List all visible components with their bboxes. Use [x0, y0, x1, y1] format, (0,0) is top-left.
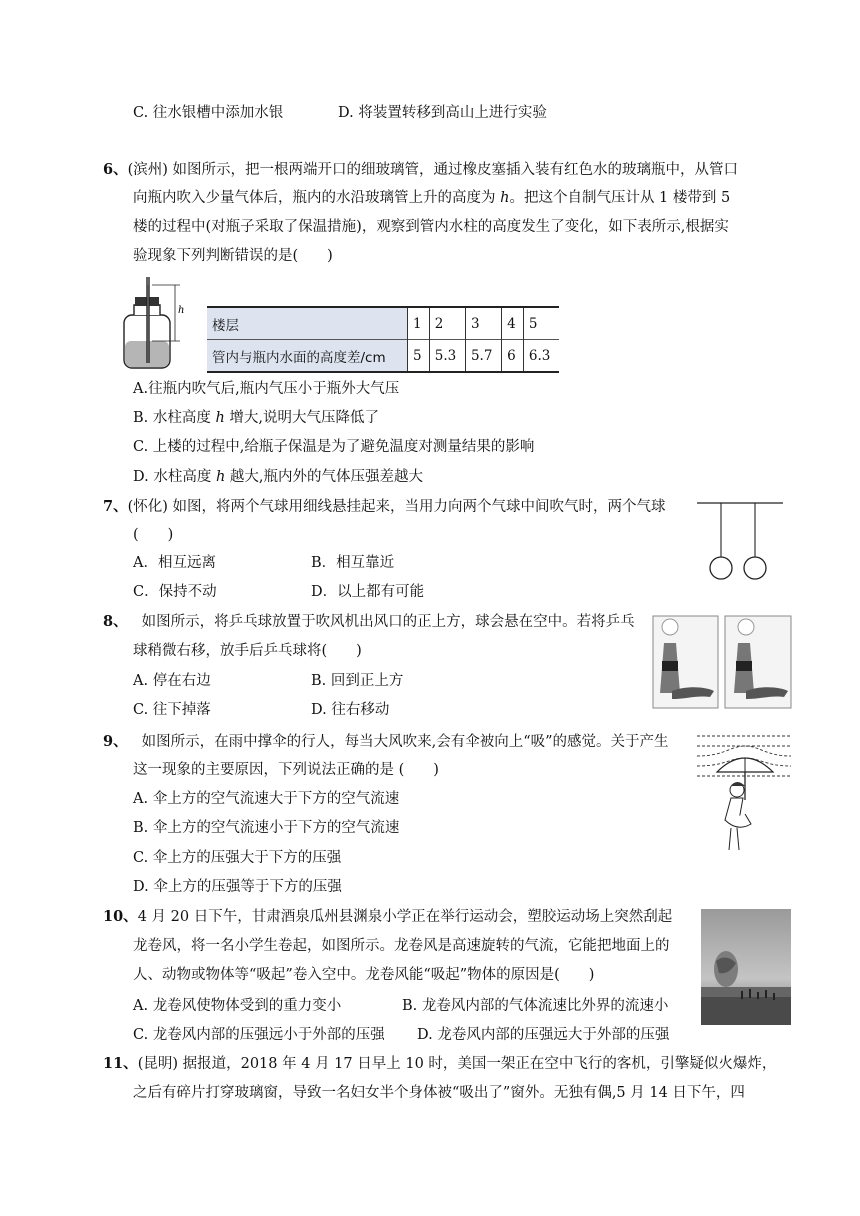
question-6-stem: [103, 160, 738, 180]
q6-option-c: C. 上楼的过程中,给瓶子保温是为了避免温度对测量结果的影响: [133, 439, 535, 455]
question-number: 11、: [103, 1055, 138, 1072]
table-cell: 6: [502, 340, 524, 373]
question-6-line3: 楼的过程中(对瓶子采取了保温措施)，观察到管内水柱的高度发生了变化，如下表所示,根据实: [133, 219, 729, 235]
table-cell: 5.7: [465, 340, 501, 373]
question-text: (滨州) 如图所示，把一根两端开口的细玻璃管，通过橡皮塞插入装有红色水的玻璃瓶中，从管口: [127, 162, 739, 178]
q7-option-b: B．相互靠近: [311, 555, 395, 571]
umbrella-walker-figure: [695, 728, 795, 858]
q9-option-b: B. 伞上方的空气流速小于下方的空气流速: [133, 820, 400, 836]
question-number: 8、: [103, 613, 128, 630]
hanging-balloons-figure: [695, 498, 785, 583]
q6-option-d: D. 水柱高度 h 越大,瓶内外的气体压强差越大: [133, 469, 423, 485]
q10-option-a: A. 龙卷风使物体受到的重力变小: [133, 998, 342, 1014]
q7-option-a: A．相互远离: [133, 555, 216, 571]
question-8-line2: 球稍微右移，放手后乒乓球将( ): [133, 643, 362, 659]
q10-option-d: D. 龙卷风内部的压强远大于外部的压强: [417, 1027, 670, 1043]
q9-option-a: A. 伞上方的空气流速大于下方的空气流速: [133, 791, 400, 807]
table-cell: 5: [408, 340, 430, 373]
question-8-stem: 8、 如图所示，将乒乓球放置于吹风机出风口的正上方，球会悬在空中。若将乒乓: [103, 613, 635, 630]
table-cell: 3: [465, 307, 501, 340]
tornado-photo: [701, 909, 791, 1025]
table-cell: 4: [502, 307, 524, 340]
height-label: h: [178, 305, 185, 316]
q7-option-c: C．保持不动: [133, 584, 217, 600]
q8-option-d: D. 往右移动: [311, 702, 390, 718]
q5-option-d: D. 将装置转移到高山上进行实验: [338, 105, 547, 121]
table-cell: 5.3: [429, 340, 465, 373]
question-10-line3: 人、动物或物体等“吸起”卷入空中。龙卷风能“吸起”物体的原因是( ): [133, 967, 595, 983]
question-10-stem: 10、4 月 20 日下午，甘肃酒泉瓜州县渊泉小学正在举行运动会，塑胶运动场上突然刮起: [103, 908, 673, 925]
q9-option-d: D. 伞上方的压强等于下方的压强: [133, 879, 342, 895]
hair-dryer-figure: [652, 615, 792, 709]
question-9-stem: 9、 如图所示，在雨中撑伞的行人，每当大风吹来,会有伞被向上“吸”的感觉。关于产生: [103, 733, 669, 750]
q8-option-c: C. 往下掉落: [133, 702, 211, 718]
height-table: [207, 306, 559, 373]
question-7-line2: ( ): [133, 527, 174, 543]
table-cell: 5: [523, 307, 559, 340]
question-10-line2: 龙卷风，将一名小学生卷起，如图所示。龙卷风是高速旋转的气流，它能把地面上的: [133, 938, 670, 954]
table-cell: 1: [408, 307, 430, 340]
q7-option-d: D．以上都有可能: [311, 584, 425, 600]
q6-option-a: A.往瓶内吹气后,瓶内气压小于瓶外大气压: [133, 381, 400, 397]
table-row-label: 管内与瓶内水面的高度差/cm: [207, 340, 408, 373]
question-6-line2: 向瓶内吹入少量气体后，瓶内的水沿玻璃管上升的高度为 h。把这个自制气压计从 1 楼带到 5: [133, 190, 731, 206]
q5-option-c: C. 往水银槽中添加水银: [133, 105, 284, 121]
table-cell: 2: [429, 307, 465, 340]
bottle-barometer-figure: [120, 275, 190, 370]
question-9-line2: 这一现象的主要原因，下列说法正确的是 ( ): [133, 762, 439, 778]
table-cell: 6.3: [523, 340, 559, 373]
q10-option-c: C. 龙卷风内部的压强远小于外部的压强: [133, 1027, 385, 1043]
table-row-label: 楼层: [207, 307, 408, 340]
question-11-stem: 11、(昆明) 据报道，2018 年 4 月 17 日早上 10 时，美国一架正在空中飞行的客机，引擎疑似火爆炸，: [103, 1055, 777, 1072]
q10-option-b: B. 龙卷风内部的气体流速比外界的流速小: [402, 998, 669, 1014]
q9-option-c: C. 伞上方的压强大于下方的压强: [133, 850, 342, 866]
q6-option-b: B. 水柱高度 h 增大,说明大气压降低了: [133, 410, 380, 426]
question-number: 7、: [103, 498, 128, 515]
question-7-stem: 7、(怀化) 如图，将两个气球用细线悬挂起来，当用力向两个气球中间吹气时，两个气球: [103, 498, 666, 515]
question-number: 9、: [103, 733, 128, 750]
q8-option-a: A. 停在右边: [133, 673, 211, 689]
question-6-line4: 验现象下列判断错误的是( ): [133, 248, 333, 264]
question-11-line2: 之后有碎片打穿玻璃窗，导致一名妇女半个身体被“吸出了”窗外。无独有偶,5 月 14 日下午，四: [133, 1085, 745, 1101]
question-number: 10、: [103, 908, 138, 925]
question-number: 6、: [103, 161, 128, 178]
variable-h: h: [500, 190, 510, 206]
q8-option-b: B. 回到正上方: [311, 673, 404, 689]
